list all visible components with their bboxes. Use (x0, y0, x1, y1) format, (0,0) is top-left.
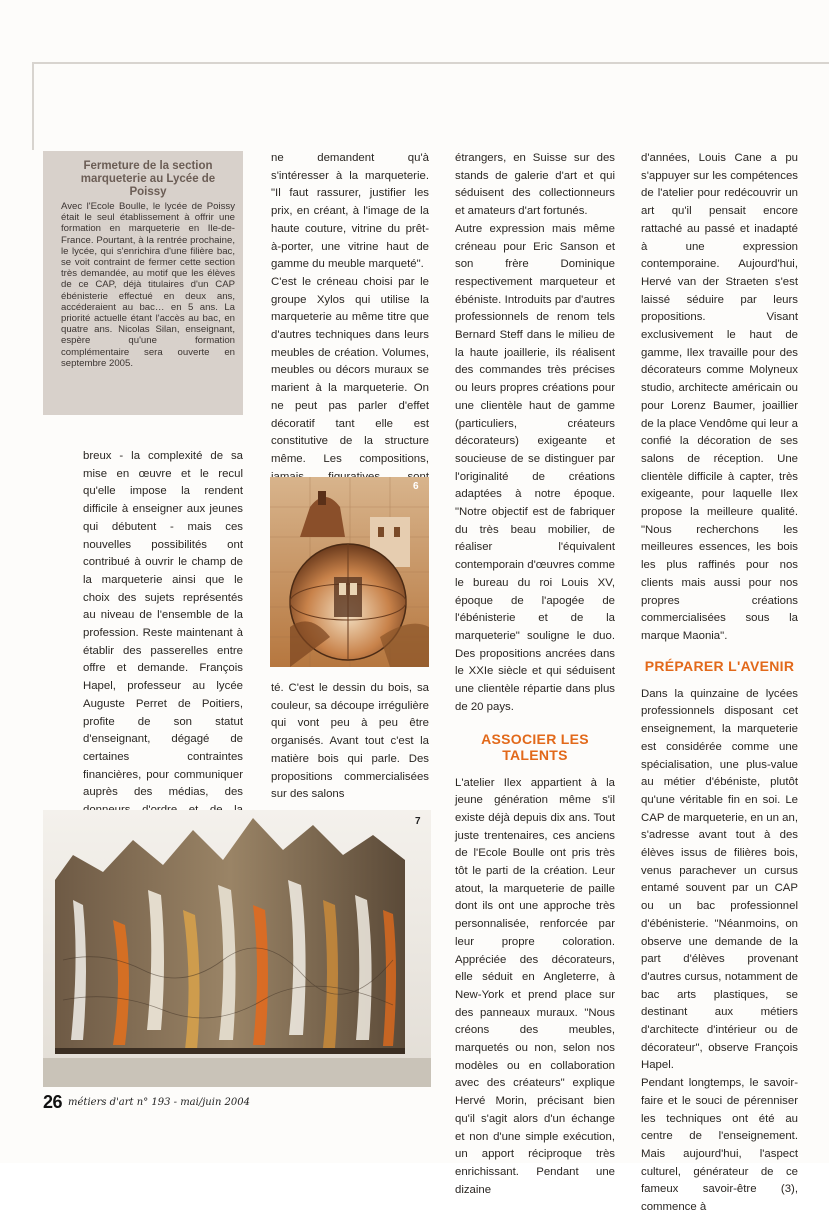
column-2-paragraph-1: ne demandent qu'à s'intéresser à la marqueterie. "Il faut rassurer, justifier les prix, en créant, à l'image de la haute couture, vitrine du prêt-à-porter, une vitrine haut de gamme du meuble marqueté". (271, 152, 429, 271)
figure-7-number: 7 (415, 816, 421, 827)
sidebar-title: Fermeture de la section marqueterie au Lycée de Poissy (80, 160, 216, 198)
column-3 (455, 150, 615, 1199)
column-3-paragraph-2: Autre expression mais même créneau pour Eric Sanson et son frère Dominique respectivement marqueteur et ébéniste. Introduits par d'autres professionnels de renom tels Bernard Steff dans le milieu de la haute joaillerie, ils réalisent des commandes très précises ou leurs propres créations pour une clientèle haut de gamme (particuliers, créateurs décorateurs) exigeante et soucieuse de se distinguer par l'originalité de créations adaptées à notre époque. "Notre objectif est de fabriquer du très beau mobilier, de réaliser l'équivalent contemporain d'œuvres comme le bureau du roi Louis XV, époque de l'apogée de l'ébénisterie et de la marqueterie" souligne le duo. Des propositions ancrées dans le XXIe siècle et qui séduisent une clientèle répartie dans plus de 20 pays. (455, 222, 615, 713)
left-rule (32, 62, 34, 150)
column-3-paragraph-1: étrangers, en Suisse sur des stands de galerie d'art et qui séduisent des collectionneurs et amateurs d'art fortunés. (455, 152, 615, 218)
column-4-paragraph-1: d'années, Louis Cane a pu s'appuyer sur les compétences de l'atelier pour redécouvrir un art qu'il pensait encore rattaché au passé et inadapté à une expression contemporaine. Aujourd'hui, Hervé van der Straeten s'est laissé séduire par leurs propositions. Visant exclusivement le haut de gamme, Ilex travaille pour des décorateurs comme Molyneux studio, architecte américain ou pour Lorenz Baumer, joaillier de la place Vendôme qui leur a confié la décoration de ses salons de réception. Une clientèle difficile à capter, très exigeante, pour laquelle Ilex propose la meilleure qualité. "Nous recherchons les meilleures essences, les bois les plus raffinés pour nos clients mais aussi pour nos propres créations commercialisées sous la marque Maonia". (641, 152, 798, 642)
column-2-top (271, 150, 429, 504)
column-1 (83, 448, 243, 837)
figure-6-number: 6 (413, 481, 419, 492)
subheading-associer-les-talents: ASSOCIER LES TALENTS (481, 730, 589, 763)
column-2-paragraph-3: té. C'est le dessin du bois, sa couleur, sa découpe irrégulière qui vont peu à peu être organisés. Avant tout c'est la matière bois qui parle. Des propositions commercialisées sur des salons (271, 682, 429, 801)
column-4-paragraph-3: Pendant longtemps, le savoir-faire et le souci de pérenniser les techniques ont été au centre de l'enseignement. Mais aujourd'hui, l'aspect culturel, générateur de ce fameux savoir-être (3), commence à (641, 1077, 798, 1214)
furniture-image-7 (43, 810, 431, 1087)
marquetry-picture (270, 477, 429, 667)
column-1-text: breux - la complexité de sa mise en œuvre et le recul qu'elle impose la rendent difficile à enseigner aux jeunes qui débutent - mais ces nouvelles possibilités ont contribué à ouvrir le champ de la marqueterie ainsi que le choix des sujets représentés au niveau de l'ensemble de la profession. Reste maintenant à établir des passerelles entre offre et demande. François Hapel, professeur au lycée Auguste Perret de Poitiers, profite de son statut d'enseignant, dégagé de certaines contraintes financières, pour communiquer auprès des médias, des (83, 450, 243, 799)
page-footer (43, 1091, 250, 1113)
footer-publication: métiers d'art n° 193 - mai/juin 2004 (68, 1096, 251, 1108)
furniture-picture (43, 810, 431, 1087)
column-4 (641, 150, 798, 1217)
column-2-bottom (271, 680, 429, 804)
subheading-preparer-l-avenir: PRÉPARER L'AVENIR (644, 657, 795, 674)
sidebar-box (43, 151, 243, 415)
page-number: 26 (43, 1091, 63, 1112)
top-rule (32, 62, 829, 64)
column-3-paragraph-3: L'atelier Ilex appartient à la jeune génération même s'il existe déjà depuis dix ans. Tout juste trentenaires, ces anciens de l'Ecole Boulle ont pris très tôt le parti de la création. Leur atout, la marqueterie de paille dont ils ont une approche très personnalisée, renforcée par leur propre coloration. Appréciée des décorateurs, elle séduit en Angleterre, à New-York et prend place sur des panneaux muraux. "Nous créons des meubles, marquetés ou non, selon nos modèles ou en collaboration avec des créateurs" explique Hervé Morin, précisant bien qu'il s'agit alors d'un échange et non d'une simple exécution, un apport réciproque très enrichissant. Pendant une dizaine (455, 776, 615, 1196)
marquetry-image-6 (270, 477, 429, 667)
sidebar-body: Avec l'Ecole Boulle, le lycée de Poissy était le seul établissement à offrir une formation en marqueterie en Ile-de-France. Pourtant, à la rentrée prochaine, le lycée, qui s'enrichira d'une filière bac, se voit contraint de fermer cette section très demandée, au motif que les élèves de ce CAP, déjà titulaires d'un CAP ébénisterie effectué en deux ans, accéderaient au bac… en 5 ans. La priorité actuelle étant l'accès au bac, en quatre ans. Nicolas Silan, enseignant, espère qu'une formation complémentaire sera ouverte en septembre 2005. (61, 201, 235, 369)
column-4-paragraph-2: Dans la quinzaine de lycées professionnels disposant cet enseignement, la marqueterie est considérée comme une spécialisation, une plus-value au métier d'ébéniste, plutôt qu'une véritable fin en soi. Le CAP de marqueterie, en un an, s'adresse avant tout à des élèves issus de filières bois, venus parachever un cursus entamé souvent par un CAP ou un bac professionnel d'ébénisterie. "Néanmoins, on observe une demande de la part d'élèves provenant d'autres cursus, notamment de bac arts plastiques, se destinant aux métiers d'architecte d'intérieur ou de décorateur", observe François Hapel. (641, 687, 798, 1072)
column-2-paragraph-2: C'est le créneau choisi par le groupe Xylos qui utilise la marqueterie au même titre que d'autres techniques dans leurs meubles de création. Volumes, meubles ou décors muraux se marient à la marqueterie. On ne peut pas parler d'effet décoratif tant elle est constitutive de la structure même. Les compositions, (271, 275, 429, 465)
